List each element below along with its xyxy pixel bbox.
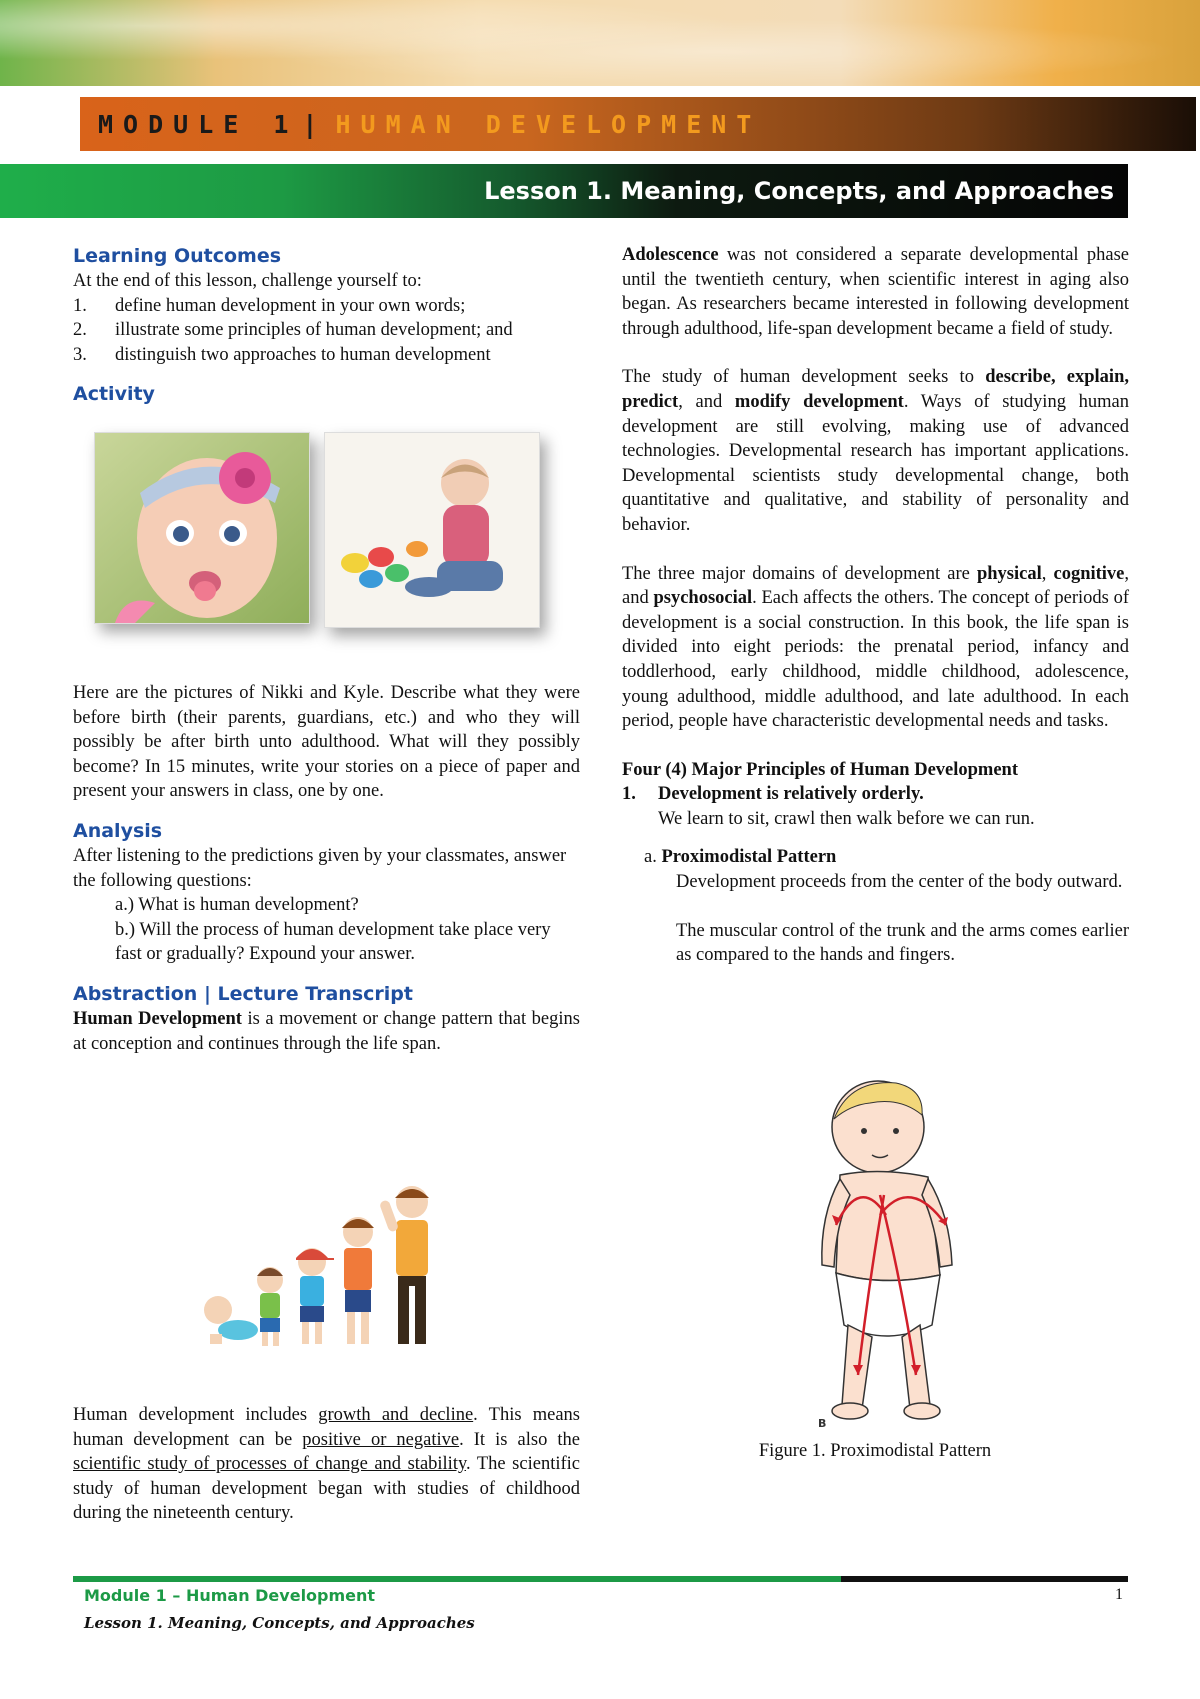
module-number: MODULE 1: [98, 109, 299, 139]
left-column: [73, 243, 580, 407]
baby-figure: [204, 1296, 258, 1344]
adult-figure: [379, 1186, 429, 1344]
proximodistal-figure: [800, 1075, 1000, 1435]
photo-kyle: [324, 432, 540, 628]
adolescence-paragraph: Adolescence was not considered a separate developmental phase until the twentieth century, when scientific interest in aging also began. As researchers became interested in following development through adulthood, life-span development became a field of study.: [622, 245, 1129, 339]
figure-letter: B: [818, 1417, 827, 1430]
learning-outcomes-heading: Learning Outcomes: [73, 245, 282, 267]
module-title-bar: [80, 97, 1196, 151]
footer-rule-black: [841, 1576, 1128, 1582]
analysis-question-a: a.) What is human development?: [115, 895, 359, 916]
abstraction-heading: Abstraction | Lecture Transcript: [73, 982, 413, 1005]
lesson-title-bar: [0, 164, 1128, 218]
list-item: 3. distinguish two approaches to human development: [73, 344, 491, 365]
proximodistal-title: a. Proximodistal Pattern: [644, 847, 837, 868]
footer-rule-green: [73, 1576, 841, 1582]
study-paragraph: The study of human development seeks to describe, explain, predict, and modify development. Ways of studying human development are still evolving, making use of advanced technologies. Developmental research has important applications. Developmental scientists study developmental change, both quantitative and qualitative, and stability of personality and behavior.: [622, 367, 1129, 535]
activity-text: Here are the pictures of Nikki and Kyle. Describe what they were before birth (their parents, guardians, etc.) and who they will possibly be after birth unto adulthood. What will they possibly become? In 15 minutes, write your stories on a piece of paper and present your answers in class, one by one.: [73, 683, 580, 802]
module-separator: |: [302, 109, 328, 139]
teen-figure: [342, 1217, 374, 1344]
proximodistal-text-1: Development proceeds from the center of the body outward.: [676, 872, 1123, 893]
domains-paragraph: The three major domains of development are physical, cognitive, and psychosocial. Each affects the others. The concept of periods of development is a social construction. In this book, the life span is divided into eight periods: the prenatal period, infancy and toddlerhood, early childhood, middle childhood, adolescence, young adulthood, middle adulthood, and late adulthood. In each period, people have characteristic developmental needs and tasks.: [622, 563, 1130, 732]
proximodistal-text-2: The muscular control of the trunk and the arms comes earlier as compared to the hands and fingers.: [676, 920, 1129, 966]
list-item: 1. define human development in your own words;: [73, 295, 466, 316]
lesson-title: Lesson 1. Meaning, Concepts, and Approaches: [484, 177, 1114, 205]
list-item: 2. illustrate some principles of human development; and: [73, 320, 513, 341]
analysis-heading: Analysis: [73, 819, 163, 842]
principle-1-text: We learn to sit, crawl then walk before we can run.: [658, 808, 1035, 829]
principles-heading: Four (4) Major Principles of Human Development: [622, 759, 1018, 780]
analysis-intro: After listening to the predictions given by your classmates, answer the following questions:: [73, 845, 567, 891]
left-column-bottom: [73, 1403, 580, 1526]
activity-heading: Activity: [73, 383, 155, 406]
outcomes-list: [73, 294, 580, 368]
footer-lesson: Lesson 1. Meaning, Concepts, and Approaches: [84, 1614, 475, 1632]
right-column: [622, 243, 1129, 968]
growth-stages-illustration: [190, 1160, 460, 1350]
left-column-lower: [73, 681, 580, 1056]
principle-1-title: 1. Development is relatively orderly.: [622, 784, 924, 805]
photo-nikki: [94, 432, 310, 624]
human-development-definition: Human Development is a movement or change pattern that begins at conception and continues through the life span.: [73, 1008, 580, 1054]
page-number: 1: [1115, 1586, 1123, 1603]
figure-caption: Figure 1. Proximodistal Pattern: [758, 1441, 992, 1461]
toddler-figure: [257, 1267, 283, 1346]
module-title: HUMAN DEVELOPMENT: [335, 109, 762, 139]
adolescence-term: Adolescence: [622, 245, 719, 265]
growth-decline-paragraph: Human development includes growth and decline. This means human development can be positive or negative. It is also the scientific study of processes of change and stability. The scientific study of human development began with studies of childhood during the nineteenth century.: [73, 1405, 580, 1524]
footer-module: Module 1 – Human Development: [84, 1586, 376, 1605]
human-development-term: Human Development: [73, 1008, 242, 1029]
header-banner-image: [0, 0, 1200, 86]
analysis-question-b: b.) Will the process of human development take place very fast or gradually? Expound your answer.: [115, 919, 551, 965]
child-figure: [296, 1248, 334, 1344]
outcomes-intro: At the end of this lesson, challenge yourself to:: [73, 271, 422, 291]
